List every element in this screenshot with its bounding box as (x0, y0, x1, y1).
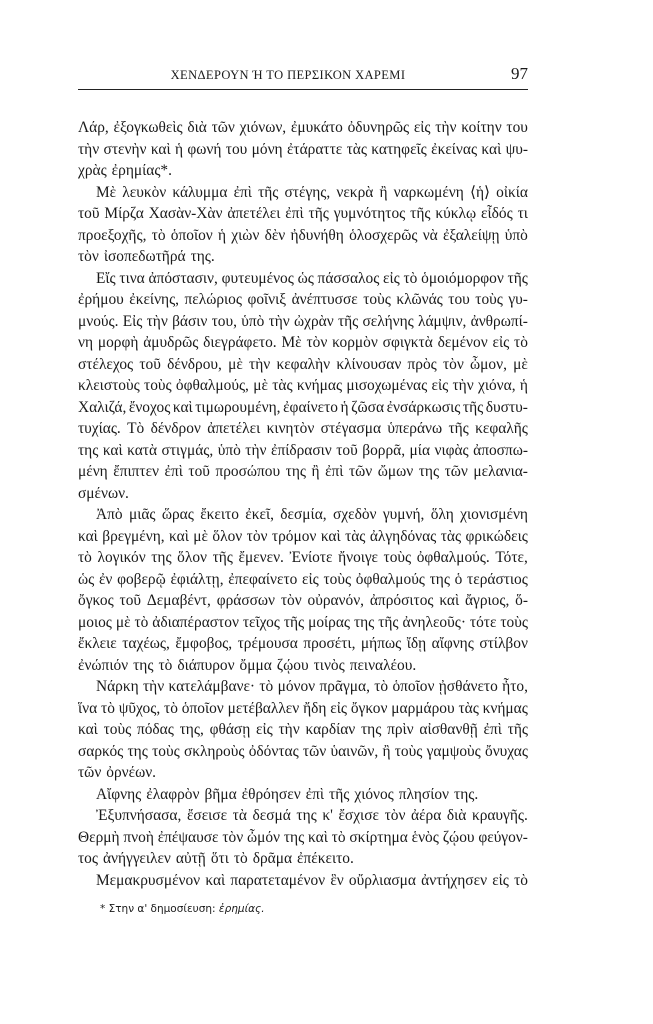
text-line: χρὰς ἐρημίας*. (78, 162, 172, 179)
text-line: τῶν ὀρνέων. (78, 764, 157, 781)
text-line: της καὶ κατὰ στιγμάς, ὑπὸ τὴν ἐπίδρασιν τοῦ βορρᾶ, μία νιφὰς ἀποσπω- (78, 441, 528, 459)
text-line: Αἴφνης ἐλαφρὸν βῆμα ἐθρόησεν ἐπὶ τῆς χιόνος πλησίον της. (96, 785, 479, 803)
text-line: Εἴς τινα ἀπόστασιν, φυτευμένος ὡς πάσσαλος εἰς τὸ ὁμοιόμορφον τῆς (96, 269, 528, 287)
text-line: Νάρκη τὴν κατελάμβανε· τὸ μόνον πρᾶγμα, τὸ ὁποῖον ᾐσθάνετο ἦτο, (96, 678, 528, 695)
footnote-text: ἐρημίας. (218, 903, 265, 915)
text-line: μοιος μὲ τὸ ἀδιαπέραστον τεῖχος τῆς μοίρας της τῆς ἀνηλεοῦς· τότε τοὺς (78, 613, 528, 631)
text-line: καὶ βρεγμένη, καὶ μὲ ὅλον τὸν τρόμον καὶ τὰς ἀλγηδόνας τὰς φρικώδεις (78, 527, 528, 545)
text-line: σαρκός της τοὺς σκληροὺς ὀδόντας τῶν ὑαινῶν, ἢ τοὺς γαμψοὺς ὄνυχας (78, 742, 528, 760)
text-line: τυχίας. Τὸ δένδρον ἀπετέλει κινητὸν στέγασμα ὑπεράνω τῆς κεφαλῆς (78, 420, 528, 437)
text-line: ἐρήμου ἐκείνης, πελώριος φοῖνιξ ἀνέπτυσσε τοὺς κλῶνάς του τοὺς γυ- (78, 291, 528, 308)
page-number: 97 (511, 64, 528, 83)
text-line: ὄγκος τοῦ Δεμαβέντ, φράσσων τὸν οὐρανόν, ἀπρόσιτος καὶ ἄγριος, ὅ- (78, 592, 528, 609)
text-line: ἵνα τὸ ψῦχος, τὸ ὁποῖον μετέβαλλεν ἤδη εἰς ὄγκον μαρμάρου τὰς κνήμας (78, 699, 528, 717)
running-head (78, 66, 528, 86)
header-rule (78, 89, 528, 90)
footnote-marker: * Στην α' δημοσίευση: (100, 903, 216, 915)
text-line: Ἀπὸ μιᾶς ὥρας ἔκειτο ἐκεῖ, δεσμία, σχεδὸν γυμνή, ὅλη χιονισμένη (96, 506, 528, 523)
text-line: νη μορφὴ ἀμυδρῶς διεγράφετο. Μὲ τὸν κορμὸν σφιγκτὰ δεμένον εἰς τὸ (78, 334, 528, 351)
text-line: ἔκλειε ταχέως, ἔμφοβος, τρέμουσα προσέτι, μήπως ἴδῃ αἴφνης στίλβον (78, 635, 528, 652)
text-line: τος ἀνήγγειλεν αὐτῇ ὅτι τὸ δρᾶμα ἐπέκειτο. (78, 850, 354, 867)
footnote (100, 903, 265, 915)
body-text (78, 117, 528, 891)
text-line: Ἐξυπνήσασα, ἔσεισε τὰ δεσμά της κ' ἔσχισε τὸν ἀέρα διὰ κραυγῆς. (96, 807, 528, 824)
text-line: τοῦ Μίρζα Χασὰν-Χὰν ἀπετέλει ἐπὶ τῆς γυμνότητος τῆς κύκλῳ εἶδός τι (78, 205, 528, 222)
text-line: μένη ἔπιπτεν ἐπὶ τοῦ προσώπου της ἢ ἐπὶ τῶν ὤμων της τῶν μελανια- (78, 463, 528, 480)
text-line: προεξοχῆς, τὸ ὁποῖον ἡ χιὼν δὲν ἠδυνήθη ὁλοσχερῶς νὰ ἐξαλείψῃ ὑπὸ (78, 226, 528, 244)
text-line: κλειστοὺς τοὺς ὀφθαλμούς, μὲ τὰς κνήμας μισοχωμένας εἰς τὴν χιόνα, ἡ (78, 377, 528, 394)
text-line: ἐνώπιόν της τὸ διάπυρον ὄμμα ζῴου τινὸς πειναλέου. (78, 656, 417, 674)
text-line: τὴν στενὴν καὶ ἡ φωνή του μόνη ἐτάραττε τὰς κατηφεῖς ἐκείνας καὶ ψυ- (78, 140, 528, 158)
text-line: Θερμὴ πνοὴ ἐπέψαυσε τὸν ὦμόν της καὶ τὸ σκίρτημα ἑνὸς ζῴου φεύγον- (78, 828, 528, 846)
text-line: Χαλιζά, ἔνοχος καὶ τιμωρουμένη, ἐφαίνετο ἡ ζῶσα ἐνσάρκωσις τῆς δυστυ- (78, 398, 528, 416)
text-line: Λάρ, ἐξογκωθεὶς διὰ τῶν χιόνων, ἐμυκάτο ὀδυνηρῶς εἰς τὴν κοίτην του (78, 119, 528, 136)
text-line: μνούς. Εἰς τὴν βάσιν του, ὑπὸ τὴν ὠχρὰν τῆς σελήνης λάμψιν, ἀνθρωπί- (78, 312, 528, 330)
text-line: ὡς ἐν φοβερῷ ἐφιάλτῃ, ἐπεφαίνετο εἰς τοὺς ὀφθαλμούς της ὁ τεράστιος (78, 570, 528, 588)
text-line: Μὲ λευκὸν κάλυμμα ἐπὶ τῆς στέγης, νεκρὰ ἢ ναρκωμένη ⟨ἡ⟩ οἰκία (96, 183, 528, 201)
text-line: καὶ τοὺς πόδας της, φθάσῃ εἰς τὴν καρδίαν της πρὶν αἰσθανθῇ ἐπὶ τῆς (78, 721, 528, 738)
text-line: Μεμακρυσμένον καὶ παρατεταμένον ἓν οὔρλιασμα ἀντήχησεν εἰς τὸ (96, 871, 528, 889)
text-line: τὸ λογικόν της ὅλον τῆς ἔμενεν. Ἐνίοτε ἤνοιγε τοὺς ὀφθαλμούς. Τότε, (78, 549, 528, 566)
text-line: τὸν ἰσοπεδωτῆρά της. (78, 248, 215, 265)
text-line: στέλεχος τοῦ δένδρου, μὲ τὴν κεφαλὴν κλίνουσαν πρὸς τὸν ὦμον, μὲ (78, 355, 528, 373)
running-head-title: ΧΕΝΔΕΡΟΥΝ Ή ΤΟ ΠΕΡΣΙΚΟΝ ΧΑΡΕΜΙ (170, 68, 406, 82)
text-line: σμένων. (78, 484, 129, 502)
